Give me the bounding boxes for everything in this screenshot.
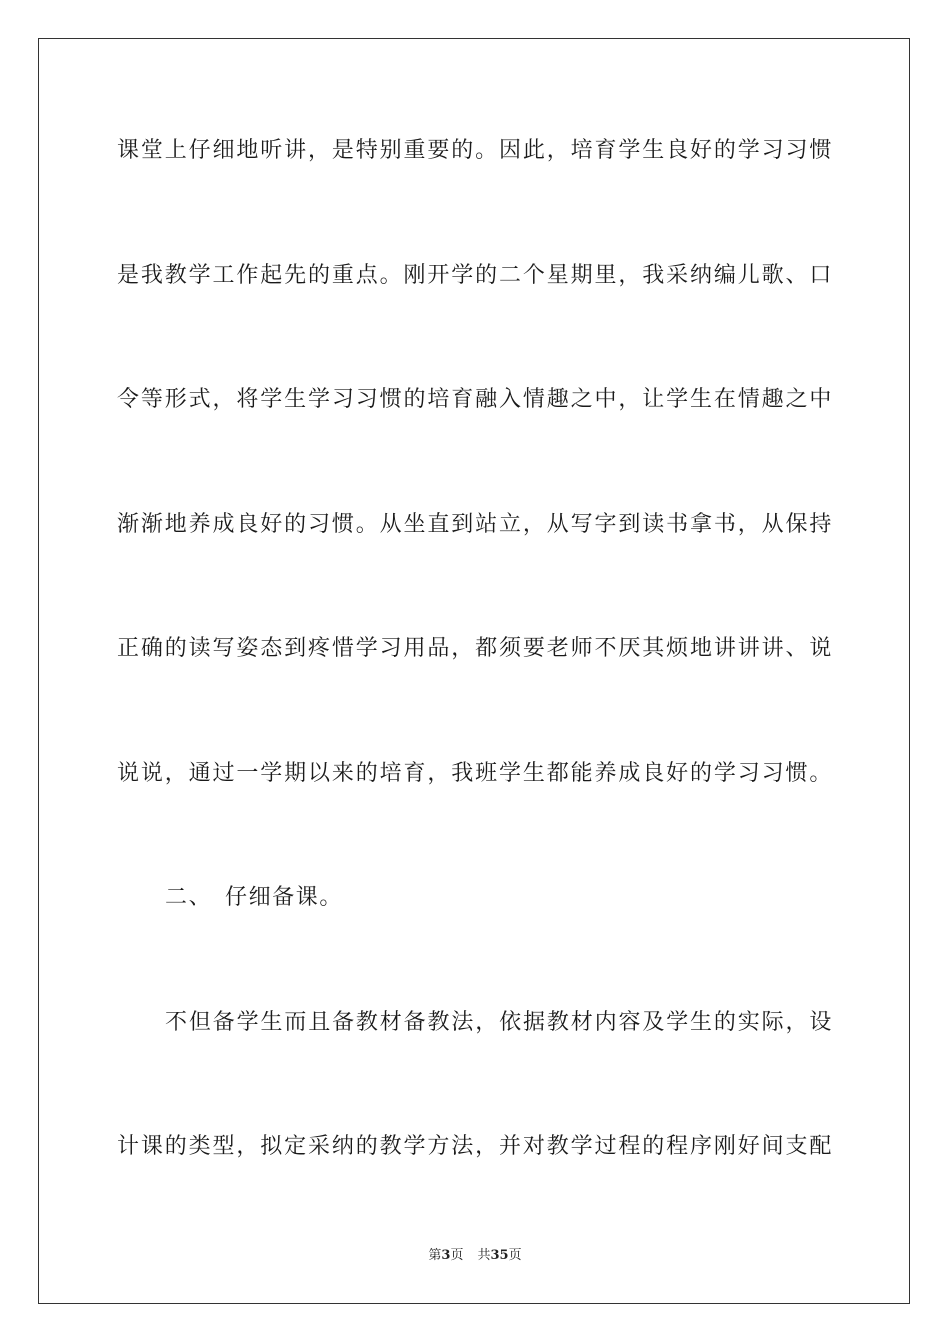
- paragraph2-line-2: 计课的类型，拟定采纳的教学方法，并对教学过程的程序刚好间支配: [117, 1134, 833, 1159]
- section-title: 仔细备课。: [225, 885, 344, 910]
- body-line-3: 令等形式，将学生学习习惯的培育融入情趣之中，让学生在情趣之中: [117, 387, 833, 412]
- body-line-5: 正确的读写姿态到疼惜学习用品，都须要老师不厌其烦地讲讲讲、说: [117, 636, 833, 661]
- page-suffix: 页: [450, 1248, 464, 1263]
- page-border: [38, 38, 910, 1304]
- page-prefix: 第: [428, 1248, 442, 1263]
- body-line-2: 是我教学工作起先的重点。刚开学的二个星期里，我采纳编儿歌、口: [117, 263, 833, 288]
- paragraph2-line-1: 不但备学生而且备教材备教法，依据教材内容及学生的实际，设: [165, 1010, 833, 1035]
- total-prefix: 共: [477, 1248, 491, 1263]
- section-heading: [165, 883, 343, 913]
- page-number: 3: [441, 1248, 451, 1263]
- body-line-4: 渐渐地养成良好的习惯。从坐直到站立，从写字到读书拿书，从保持: [117, 512, 833, 537]
- section-number: 二、: [165, 885, 213, 910]
- total-suffix: 页: [508, 1248, 522, 1263]
- body-line-6: 说说，通过一学期以来的培育，我班学生都能养成良好的学习习惯。: [117, 761, 833, 786]
- body-line-1: 课堂上仔细地听讲，是特别重要的。因此，培育学生良好的学习习惯: [117, 138, 833, 163]
- total-pages: 35: [490, 1248, 509, 1263]
- page-footer: [0, 1247, 950, 1265]
